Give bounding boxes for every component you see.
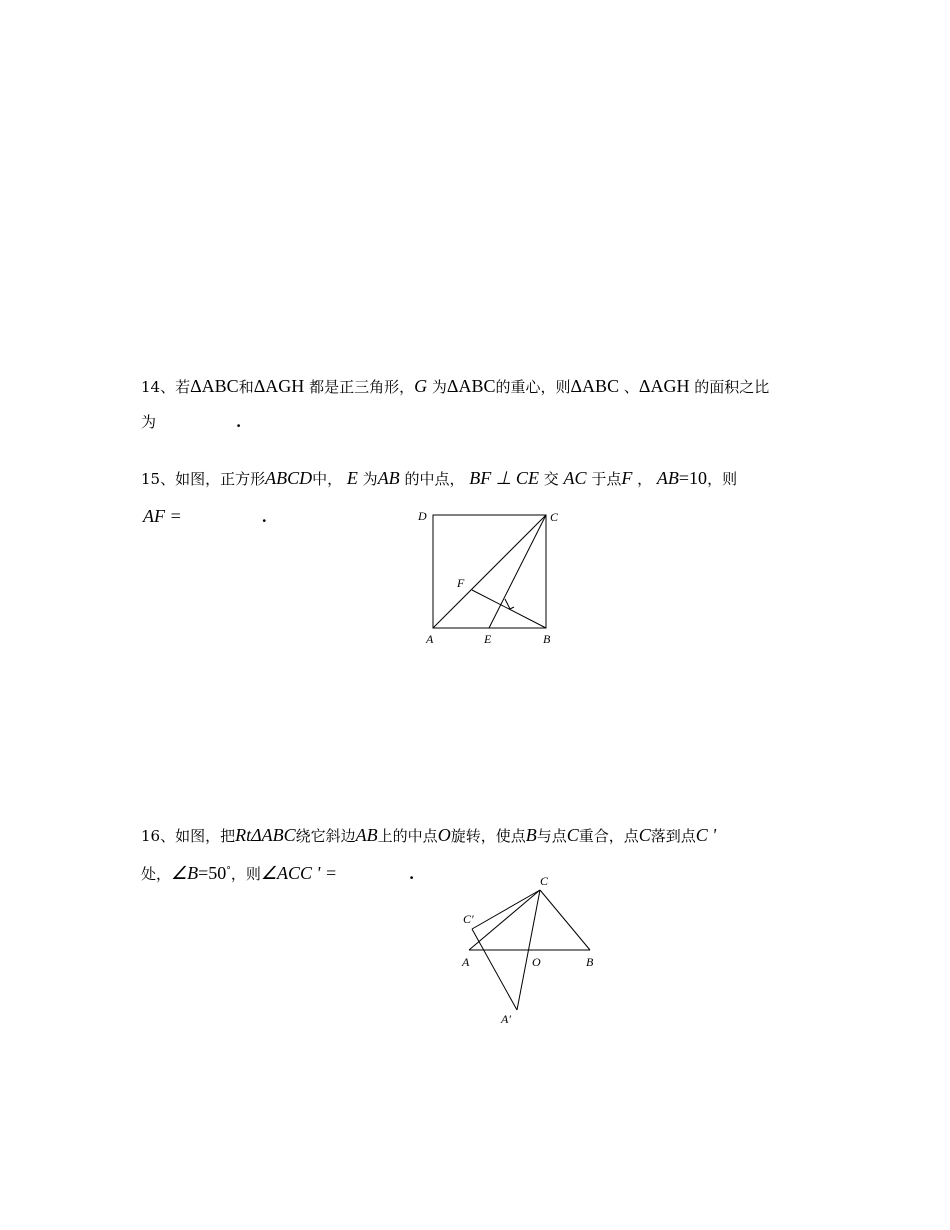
q14-g: G — [414, 376, 428, 396]
q16-c: C — [638, 825, 651, 845]
q14-triangle-abc: ΔABC — [446, 376, 496, 396]
q16-o: O — [437, 825, 451, 845]
q15-label-d: D — [418, 509, 427, 523]
q14-text: 为 — [431, 378, 447, 396]
q16-line-cc-prime — [472, 890, 540, 929]
q15-text: 的中点， — [404, 470, 465, 488]
q15-bf-perp-ce: BF ⊥ CE — [469, 468, 539, 488]
q15-ac: AC — [563, 468, 587, 488]
q14-text: 都是正三角形， — [309, 378, 415, 396]
q15-label-a: A — [426, 632, 434, 646]
q15-text: 于点 — [591, 470, 622, 488]
q16-text: 与点 — [536, 827, 567, 845]
q15-number: 15、如图，正方形 — [141, 470, 266, 488]
q16-text: 旋转，使点 — [450, 827, 526, 845]
q16-label-a-prime: A′ — [501, 1012, 511, 1026]
q15-text: 中， — [312, 470, 343, 488]
q16-c-prime: C ' — [695, 825, 717, 845]
q16-angle-b: ∠B — [171, 863, 199, 883]
q15-abcd: ABCD — [265, 468, 313, 488]
q15-text: ，则 — [707, 470, 738, 488]
q16-text: 落到点 — [650, 827, 696, 845]
q16-answer-blank: . — [408, 865, 415, 883]
q16-label-b: B — [586, 955, 594, 969]
q15-e: E — [346, 468, 358, 488]
q15-f: F — [621, 468, 633, 488]
q14-triangle-agh: ΔAGH — [638, 376, 690, 396]
q14-number: 14、若 — [141, 378, 191, 396]
q16-angle-acc: ∠ACC ' = — [260, 863, 337, 883]
q15-label-e: E — [484, 632, 492, 646]
q14-triangle-abc: ΔABC — [570, 376, 620, 396]
q16-line-ac — [469, 890, 540, 950]
q15-eq10: =10 — [678, 468, 708, 488]
q14-text: 为 — [141, 413, 157, 431]
q16-label-c-prime: C′ — [463, 912, 474, 926]
q15-af: AF = — [143, 506, 182, 526]
q16-b: B — [525, 825, 537, 845]
q14-text: 的面积之比 — [694, 378, 770, 396]
q16-text: 重合，点 — [578, 827, 639, 845]
q15-ab: AB — [656, 468, 679, 488]
q16-label-c: C — [540, 874, 549, 888]
q15-label-b: B — [543, 632, 551, 646]
q16-line-c-prime-a-prime — [472, 929, 517, 1010]
q15-label-c: C — [550, 510, 559, 524]
q16-eq50: =50 — [198, 863, 227, 883]
q14-text: 的重心，则 — [495, 378, 571, 396]
q14-text: 、 — [623, 378, 639, 396]
q16-degree: ° — [226, 866, 231, 876]
q16-ab: AB — [355, 825, 378, 845]
q15-text: ， — [637, 470, 653, 488]
q16-label-o: O — [532, 955, 541, 969]
q16-text: 绕它斜边 — [295, 827, 356, 845]
q15-text: 交 — [543, 470, 559, 488]
q14-text: 和 — [238, 378, 254, 396]
q16-number: 16、如图，把 — [141, 827, 236, 845]
q16-label-a: A — [462, 955, 470, 969]
q14-answer-blank: . — [236, 413, 242, 431]
q16-c: C — [566, 825, 579, 845]
q16-text: 处， — [141, 865, 172, 883]
q16-line-cb — [540, 890, 590, 950]
q14-triangle-abc: ΔABC — [190, 376, 239, 396]
q16-rt-triangle: RtΔABC — [235, 825, 296, 845]
q15-text: 为 — [362, 470, 378, 488]
q14-triangle-agh: ΔAGH — [253, 376, 305, 396]
q15-answer-blank: . — [261, 508, 267, 526]
q16-text: 上的中点 — [377, 827, 438, 845]
q15-ab: AB — [377, 468, 400, 488]
q15-label-f: F — [457, 576, 465, 590]
q16-text: ，则 — [230, 865, 261, 883]
